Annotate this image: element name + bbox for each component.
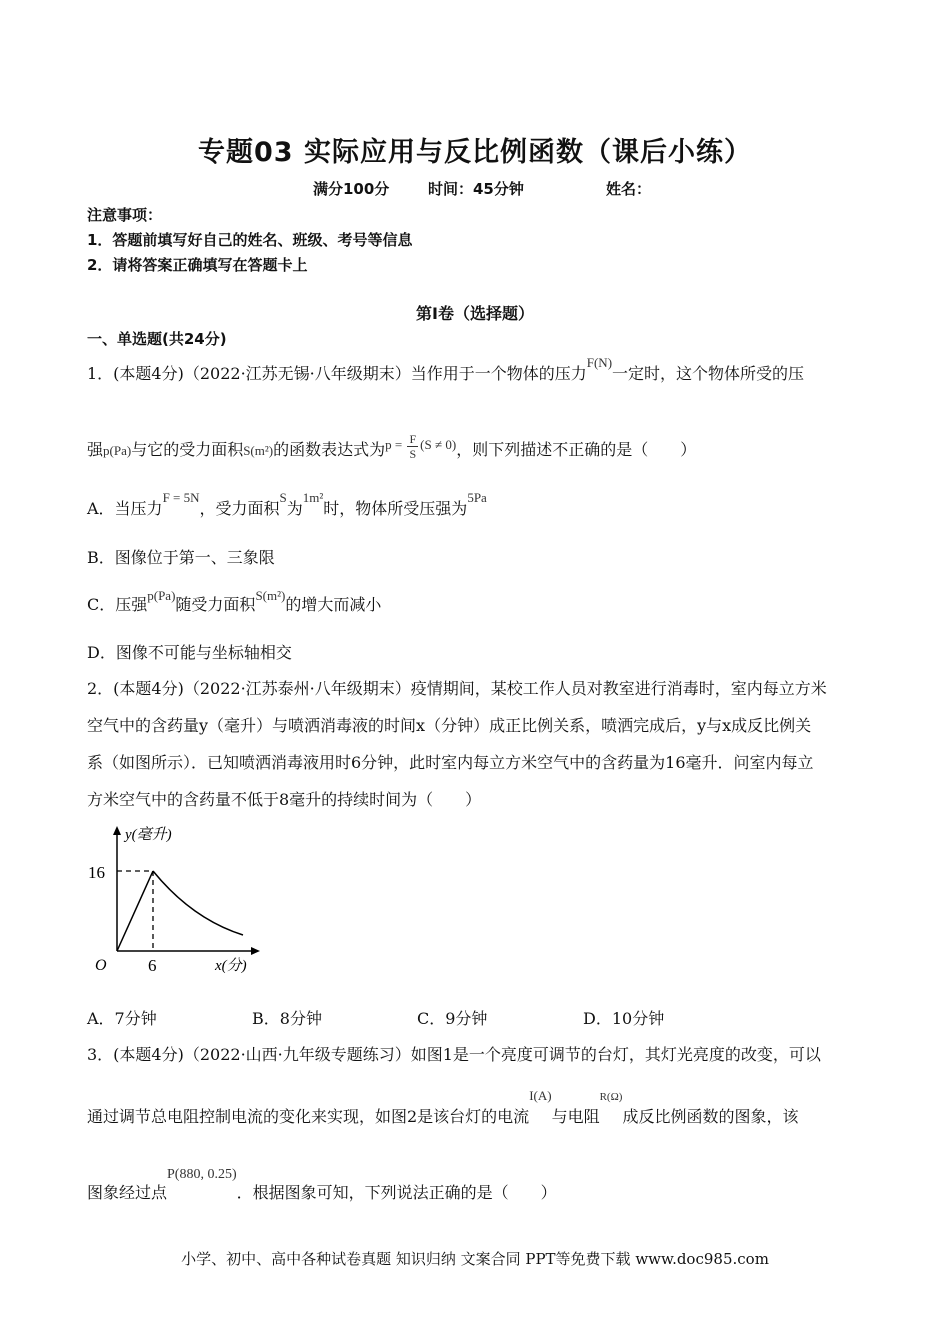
question-3-line-1: 3．(本题4分)（2022·山西·九年级专题练习）如图1是一个亮度可调节的台灯，其灯光亮度的改变，可以 — [87, 1045, 821, 1064]
page-title: 专题03 实际应用与反比例函数（课后小练） — [198, 137, 752, 168]
question-2-option-c: C．9分钟 — [417, 1009, 488, 1028]
x-tick-label: 6 — [148, 956, 157, 975]
question-2-line: 系（如图所示）．已知喷洒消毒液用时6分钟，此时室内每立方米空气中的含药量为16毫升．问室内每立 — [87, 753, 814, 772]
part-heading: 一、单选题(共24分) — [87, 330, 227, 348]
origin-label: O — [95, 957, 107, 974]
question-2-line: 空气中的含药量y（毫升）与喷洒消毒液的时间x（分钟）成正比例关系，喷洒完成后，y与x成反比例关 — [87, 716, 812, 735]
question-3-line-2: 通过调节总电阻控制电流的变化来实现，如图2是该台灯的电流$^{I(A)}$与电阻$^{R(\Omega)}$成反比例函数的图象，该 — [87, 1088, 799, 1126]
question-1-option-b: B．图像位于第一、三象限 — [87, 548, 275, 567]
math-area: S(m²) — [243, 443, 274, 458]
name-field-label: 姓名： — [606, 180, 652, 198]
x-axis-label: x(分) — [215, 958, 247, 974]
question-2-line: 2．(本题4分)（2022·江苏泰州·八年级期末）疫情期间，某校工作人员对教室进行消毒时，室内每立方米 — [87, 679, 827, 698]
question-2-option-a: A．7分钟 — [87, 1009, 157, 1028]
question-1-line-2: 强p(Pa)与它的受力面积S(m²)的函数表达式为$^{p = \frac{F}{S} (S \ne 0)}$，则下列描述不正确的是（ ） — [87, 431, 697, 461]
y-axis-arrow — [113, 826, 121, 835]
notice-heading: 注意事项： — [87, 206, 163, 224]
question-1-option-d: D．图像不可能与坐标轴相交 — [87, 643, 292, 662]
question-2-graph — [85, 823, 265, 978]
volume-heading: 第Ⅰ卷（选择题） — [416, 304, 534, 323]
x-axis-arrow — [251, 947, 260, 955]
math-force: F(N) — [586, 355, 613, 370]
question-2-option-d: D．10分钟 — [583, 1009, 665, 1028]
y-tick-label: 16 — [88, 863, 105, 882]
time-limit: 时间：45分钟 — [428, 180, 524, 198]
increasing-segment — [117, 871, 153, 951]
question-1-option-a: A．当压力$^{F = 5N}$，受力面积$^S$为$^{1m^2}$时，物体所受压强为$^{5Pa}$ — [87, 490, 487, 518]
math-pressure: p(Pa) — [103, 443, 132, 458]
question-1-option-c: C．压强$^{p(Pa)}$随受力面积$^{S(m^2)}$的增大而减小 — [87, 588, 382, 614]
question-2-line: 方米空气中的含药量不低于8毫升的持续时间为（ ） — [87, 790, 482, 809]
full-score: 满分100分 — [313, 180, 390, 198]
notice-item: 1．答题前填写好自己的姓名、班级、考号等信息 — [87, 231, 413, 249]
question-2-option-b: B．8分钟 — [252, 1009, 322, 1028]
math-formula: p = F S (S ≠ 0) — [385, 431, 457, 461]
y-axis-label: y(毫升) — [125, 827, 172, 843]
question-1-line-1: 1．(本题4分)（2022·江苏无锡·八年级期末）当作用于一个物体的压力$^{F(N)}$一定时，这个物体所受的压 — [87, 355, 805, 383]
page-footer: 小学、初中、高中各种试卷真题 知识归纳 文案合同 PPT等免费下载 www.doc985.com — [181, 1250, 769, 1268]
inverse-curve — [153, 871, 243, 935]
question-3-line-3: 图象经过点P(880, 0.25)．根据图象可知，下列说法正确的是（ ） — [87, 1167, 557, 1202]
notice-item: 2．请将答案正确填写在答题卡上 — [87, 256, 308, 274]
